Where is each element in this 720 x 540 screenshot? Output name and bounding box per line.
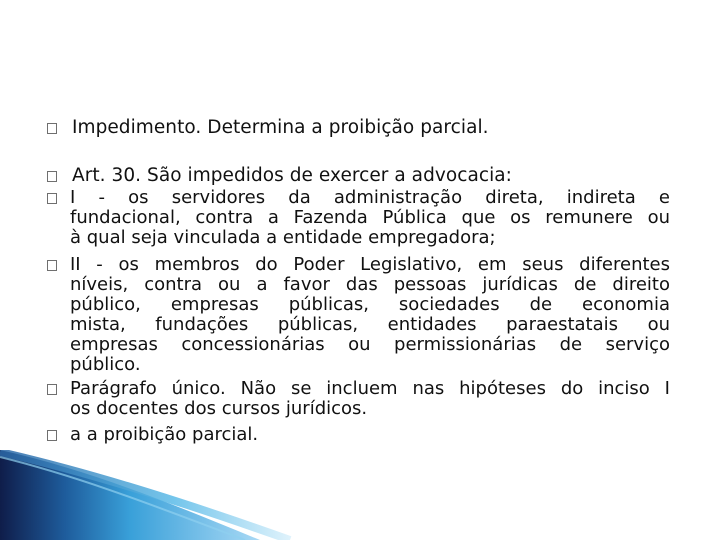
bullet-text: I - os servidores da administração direta, indireta e xyxy=(70,187,670,208)
bullet-text-continuation: fundacional, contra a Fazenda Pública que os remunere ou xyxy=(70,207,670,228)
decorative-swoosh xyxy=(0,450,720,540)
bullet-square-icon xyxy=(47,193,57,204)
bullet-text-continuation: empresas concessionárias ou permissionárias de serviço xyxy=(70,334,670,355)
bullet-text-continuation: à qual seja vinculada a entidade empregadora; xyxy=(70,227,496,248)
bullet-text-continuation: os docentes dos cursos jurídicos. xyxy=(70,398,368,419)
bullet-text-continuation: público, empresas públicas, sociedades de economia xyxy=(70,294,670,315)
bullet-square-icon xyxy=(47,260,57,271)
bullet-text-continuation: mista, fundações públicas, entidades paraestatais ou xyxy=(70,314,670,335)
bullet-text: II - os membros do Poder Legislativo, em seus diferentes xyxy=(70,254,670,275)
bullet-text: a a proibição parcial. xyxy=(70,424,259,445)
bullet-square-icon xyxy=(47,430,57,441)
bullet-square-icon xyxy=(47,384,57,395)
bullet-text: Impedimento. Determina a proibição parcial. xyxy=(72,117,489,138)
bullet-text-continuation: níveis, contra ou a favor das pessoas jurídicas de direito xyxy=(70,274,670,295)
bullet-text-continuation: público. xyxy=(70,354,141,375)
bullet-square-icon xyxy=(47,123,57,134)
bullet-text: Parágrafo único. Não se incluem nas hipóteses do inciso I xyxy=(70,378,670,399)
bullet-text: Art. 30. São impedidos de exercer a advocacia: xyxy=(72,165,512,186)
bullet-square-icon xyxy=(47,171,57,182)
